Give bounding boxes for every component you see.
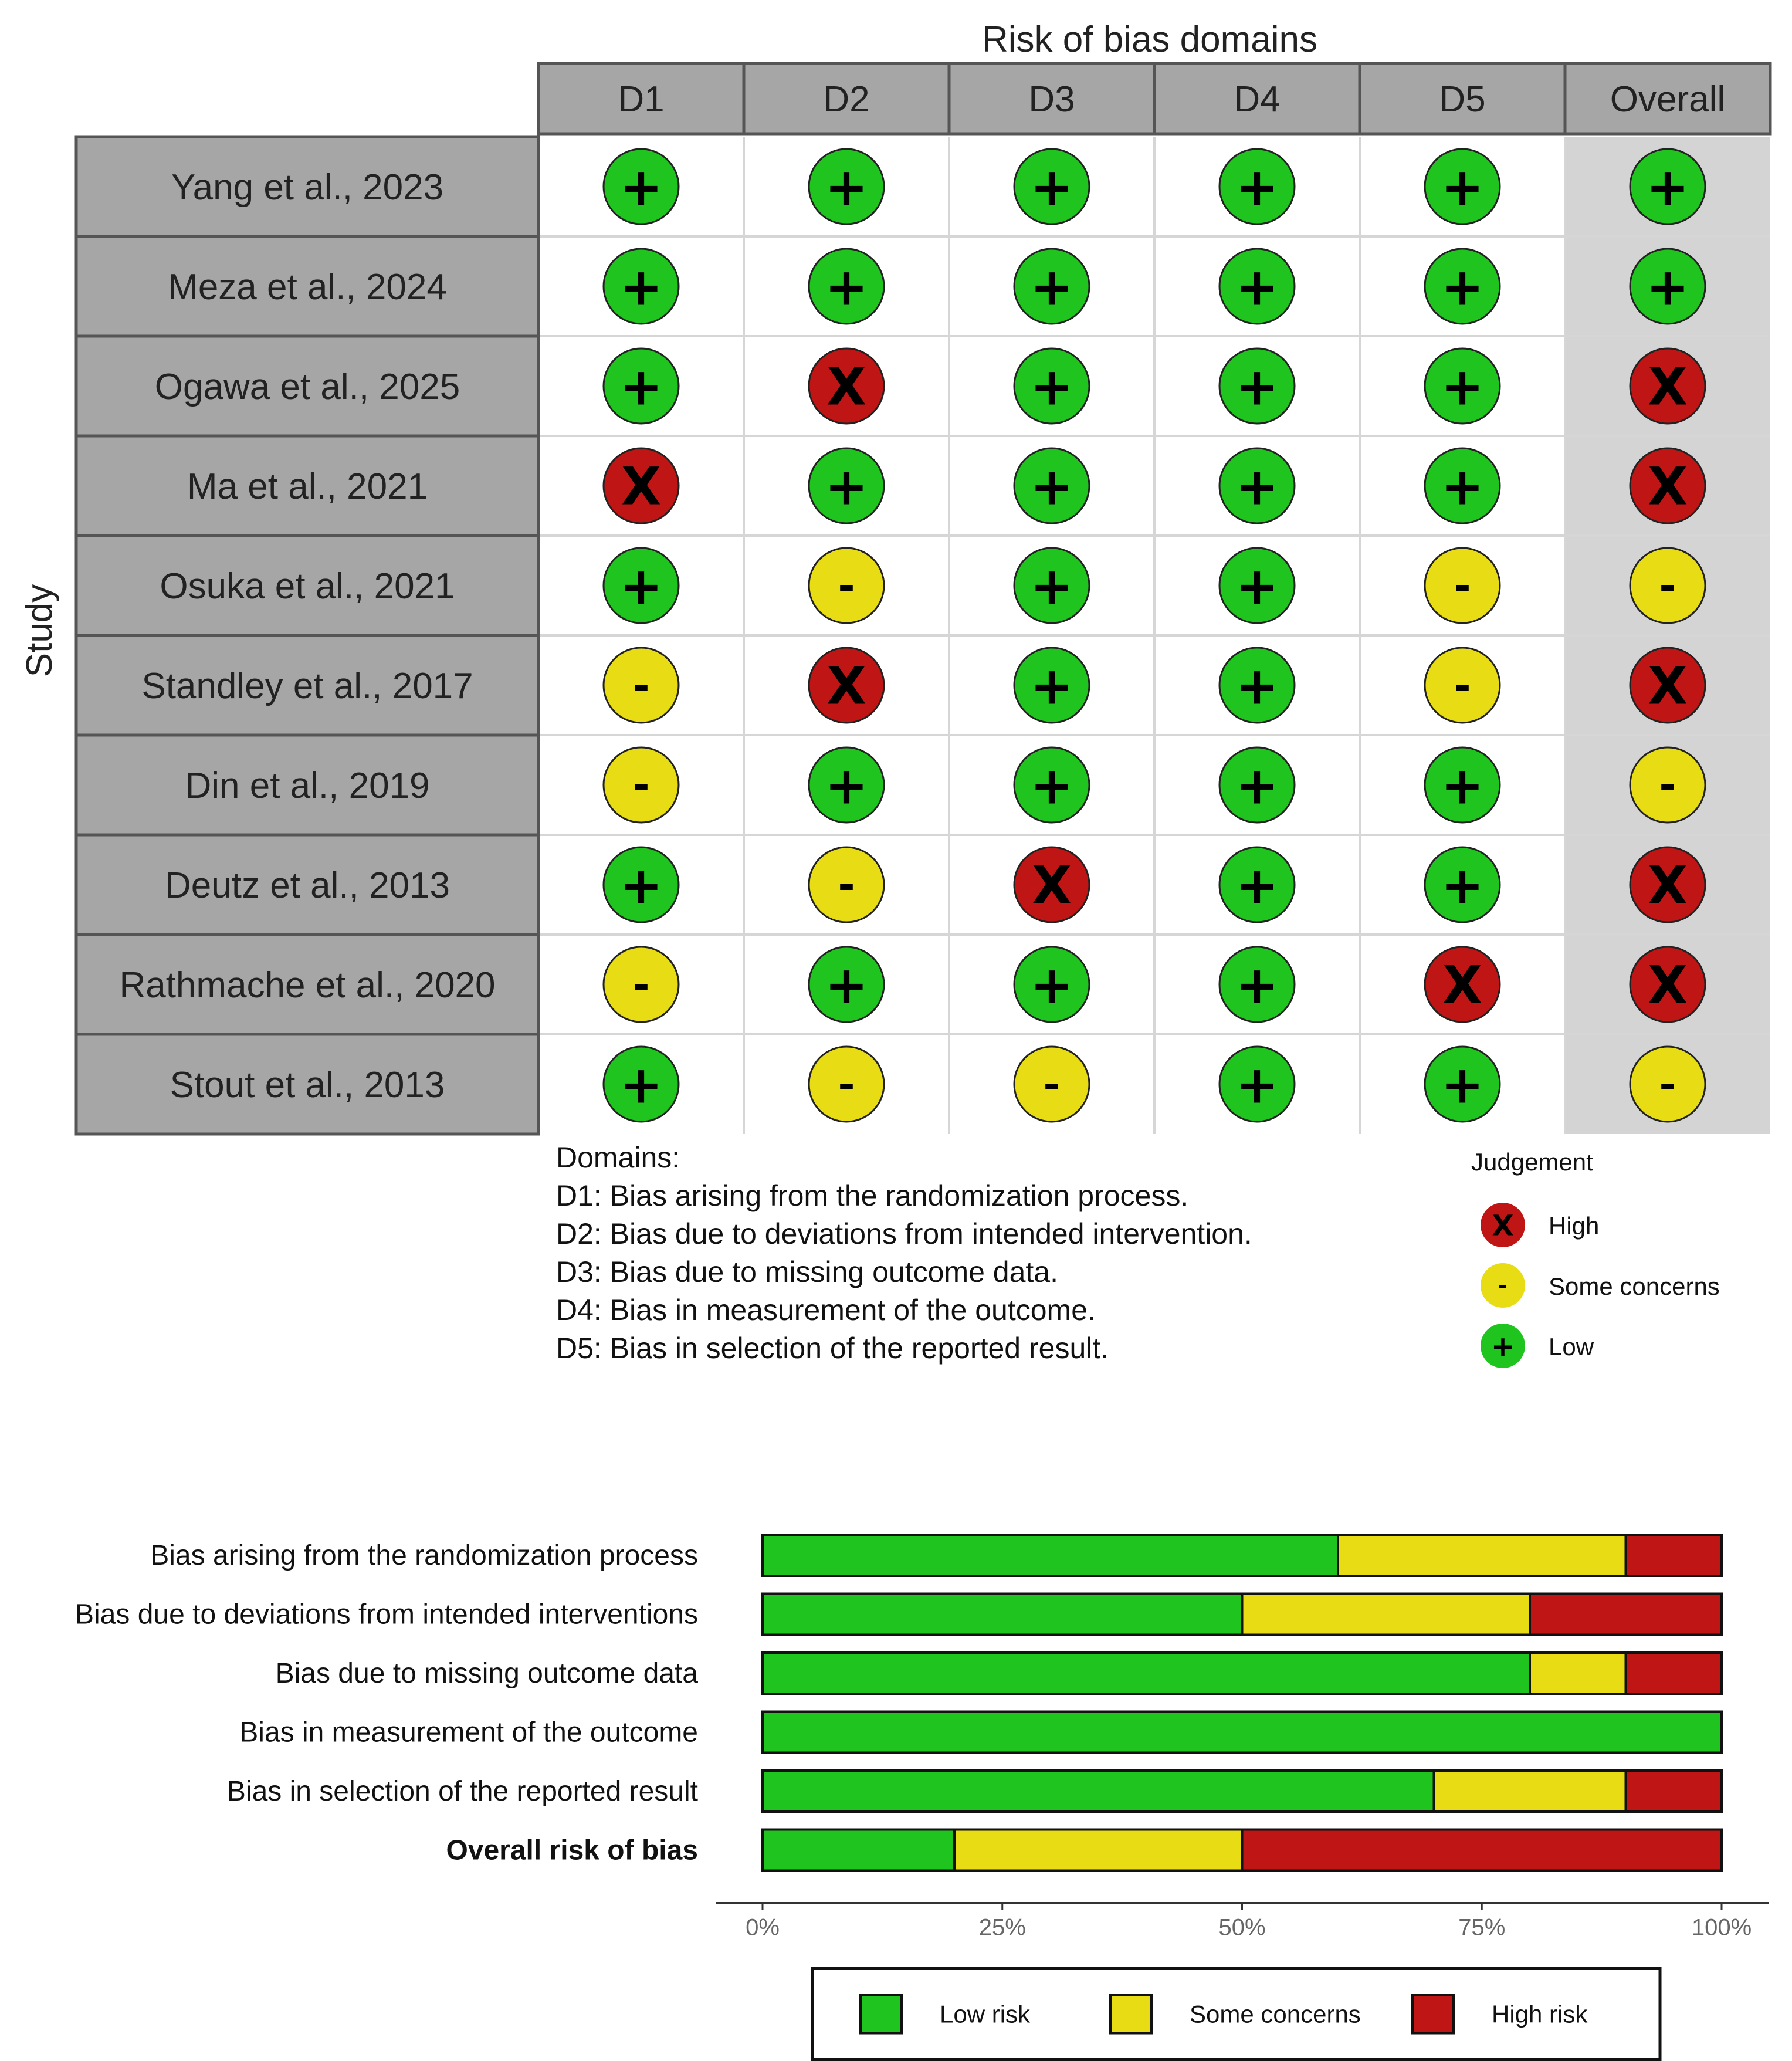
judgement-stout-et-al-2013-d1 (604, 1047, 679, 1122)
judgement-symbol-low: + (825, 755, 868, 816)
traffic-light-grid (538, 137, 1770, 1134)
judgement-yang-et-al-2023-overall (1630, 149, 1705, 224)
judgement-rathmache-et-al-2020-d1 (604, 947, 679, 1022)
x-tick-label-75: 75% (1458, 1914, 1506, 1941)
judgement-din-et-al-2019-d5 (1425, 747, 1500, 823)
judgement-symbol-low: + (1441, 256, 1484, 317)
study-axis-label: Study (19, 584, 60, 678)
judgement-symbol-low: + (619, 356, 663, 417)
judgement-rathmache-et-al-2020-d4 (1219, 947, 1295, 1022)
x-tick-label-50: 50% (1218, 1914, 1266, 1941)
judgement-din-et-al-2019-d2 (809, 747, 884, 823)
judgement-din-et-al-2019-d1 (604, 747, 679, 823)
header-label-d4: D4 (1234, 79, 1281, 120)
judgement-symbol-low: + (825, 157, 868, 218)
judgement-deutz-et-al-2013-overall (1630, 847, 1705, 922)
judgement-symbol-low: + (1030, 157, 1073, 218)
bar-legend-item-some (1110, 1995, 1361, 2033)
judgement-legend-label-low: Low (1549, 1333, 1594, 1361)
traffic-light-plot (19, 19, 1770, 1134)
judgement-din-et-al-2019-d4 (1219, 747, 1295, 823)
judgement-osuka-et-al-2021-d2 (809, 548, 884, 623)
study-labels (76, 137, 538, 1134)
judgement-stout-et-al-2013-d2 (809, 1047, 884, 1122)
judgement-symbol-low: + (1441, 755, 1484, 816)
summary-bar-chart (75, 1535, 1769, 2060)
judgement-symbol-low: + (1030, 256, 1073, 317)
judgement-symbol-some: - (1498, 1273, 1508, 1299)
study-label: Ogawa et al., 2025 (154, 367, 460, 407)
study-label: Meza et al., 2024 (168, 267, 447, 307)
judgement-yang-et-al-2023-d5 (1425, 149, 1500, 224)
judgement-deutz-et-al-2013-d3 (1014, 847, 1089, 922)
traffic-light-title: Risk of bias domains (981, 19, 1318, 60)
bar-category-label-overall-risk-of-bias: Overall risk of bias (446, 1835, 698, 1866)
bar-segment-bias-arising-from-the-randomization-process-low (763, 1535, 1338, 1576)
judgement-symbol-low: + (1235, 1054, 1279, 1115)
judgement-yang-et-al-2023-d3 (1014, 149, 1089, 224)
judgement-osuka-et-al-2021-d3 (1014, 548, 1089, 623)
judgement-symbol-low: + (619, 855, 663, 916)
study-label: Osuka et al., 2021 (160, 566, 455, 607)
judgement-symbol-low: + (825, 456, 868, 517)
judgement-symbol-some: - (1454, 661, 1471, 710)
judgement-deutz-et-al-2013-d4 (1219, 847, 1295, 922)
bar-category-label-bias-in-selection-of-the-reported-result: Bias in selection of the reported result (226, 1776, 698, 1807)
bar-category-labels (75, 1540, 698, 1866)
judgement-din-et-al-2019-d3 (1014, 747, 1089, 823)
judgement-symbol-low: + (1030, 755, 1073, 816)
judgement-ma-et-al-2021-overall (1630, 448, 1705, 523)
judgement-meza-et-al-2024-d5 (1425, 249, 1500, 324)
judgement-symbol-some: - (632, 960, 650, 1009)
judgement-meza-et-al-2024-d4 (1219, 249, 1295, 324)
judgement-deutz-et-al-2013-d2 (809, 847, 884, 922)
judgement-rathmache-et-al-2020-d3 (1014, 947, 1089, 1022)
judgement-symbol-some: - (1659, 1060, 1676, 1109)
judgement-symbol-high: X (1648, 356, 1688, 417)
judgement-rathmache-et-al-2020-d5 (1425, 947, 1500, 1022)
judgement-symbol-low: + (1646, 157, 1689, 218)
judgement-symbol-high: X (1648, 456, 1688, 517)
bar-segment-bias-due-to-missing-outcome-data-high (1626, 1653, 1722, 1694)
judgement-symbol-high: X (1648, 655, 1688, 716)
judgement-symbol-low: + (1441, 356, 1484, 417)
judgement-symbol-low: + (619, 256, 663, 317)
judgement-symbol-low: + (1030, 456, 1073, 517)
bar-segment-bias-arising-from-the-randomization-process-some (1338, 1535, 1626, 1576)
judgement-symbol-high: X (1032, 855, 1072, 916)
header-label-overall: Overall (1610, 79, 1726, 120)
judgement-rathmache-et-al-2020-d2 (809, 947, 884, 1022)
judgement-osuka-et-al-2021-overall (1630, 548, 1705, 623)
bar-category-label-bias-arising-from-the-randomization-process: Bias arising from the randomization process (150, 1540, 698, 1571)
judgement-symbol-some: - (632, 661, 650, 710)
judgement-meza-et-al-2024-d3 (1014, 249, 1089, 324)
judgement-ogawa-et-al-2025-d4 (1219, 348, 1295, 424)
bar-segment-bias-due-to-missing-outcome-data-low (763, 1653, 1530, 1694)
bar-legend-swatch-some (1110, 1995, 1151, 2033)
judgement-symbol-some: - (632, 761, 650, 810)
study-label: Rathmache et al., 2020 (119, 965, 496, 1006)
judgement-standley-et-al-2017-d3 (1014, 648, 1089, 723)
bar-legend-swatch-high (1412, 1995, 1454, 2033)
judgement-symbol-low: + (825, 256, 868, 317)
bar-legend-label-high: High risk (1492, 2000, 1588, 2028)
judgement-symbol-high: X (1492, 1209, 1514, 1243)
bar-legend (812, 1969, 1660, 2060)
judgement-symbol-low: + (1646, 256, 1689, 317)
bar-category-label-bias-in-measurement-of-the-outcome: Bias in measurement of the outcome (239, 1717, 698, 1748)
judgement-symbol-low: + (1030, 955, 1073, 1016)
header-label-d5: D5 (1439, 79, 1486, 120)
judgement-symbol-low: + (1441, 855, 1484, 916)
judgement-symbol-low: + (1235, 955, 1279, 1016)
judgement-ogawa-et-al-2025-overall (1630, 348, 1705, 424)
bar-category-label-bias-due-to-missing-outcome-data: Bias due to missing outcome data (275, 1658, 698, 1689)
study-label: Standley et al., 2017 (141, 666, 473, 706)
bar-segment-bias-in-selection-of-the-reported-result-low (763, 1771, 1434, 1812)
judgement-symbol-low: + (1030, 356, 1073, 417)
bar-segment-bias-in-measurement-of-the-outcome-low (763, 1712, 1722, 1753)
judgement-symbol-low: + (1441, 456, 1484, 517)
bar-segment-bias-due-to-deviations-from-intended-interventions-some (1242, 1594, 1530, 1635)
judgement-meza-et-al-2024-d1 (604, 249, 679, 324)
judgement-symbol-low: + (619, 1054, 663, 1115)
judgement-symbol-low: + (825, 955, 868, 1016)
judgement-din-et-al-2019-overall (1630, 747, 1705, 823)
judgement-symbol-some: - (1454, 561, 1471, 610)
bar-segment-bias-due-to-deviations-from-intended-interventions-high (1530, 1594, 1722, 1635)
judgement-standley-et-al-2017-overall (1630, 648, 1705, 723)
domain-headers (538, 63, 1770, 134)
judgement-symbol-some: - (838, 1060, 855, 1109)
judgement-legend-item-some (1481, 1263, 1720, 1308)
judgement-yang-et-al-2023-d2 (809, 149, 884, 224)
judgement-stout-et-al-2013-d4 (1219, 1047, 1295, 1122)
judgement-symbol-low: + (1235, 256, 1279, 317)
judgement-legend-item-high (1481, 1203, 1599, 1247)
judgement-meza-et-al-2024-overall (1630, 249, 1705, 324)
header-label-d2: D2 (823, 79, 870, 120)
judgement-symbol-low: + (1441, 157, 1484, 218)
judgement-ogawa-et-al-2025-d2 (809, 348, 884, 424)
judgement-ma-et-al-2021-d2 (809, 448, 884, 523)
judgement-legend-label-some: Some concerns (1549, 1273, 1720, 1300)
bar-segment-bias-due-to-missing-outcome-data-some (1530, 1653, 1626, 1694)
domain-caption-d1: D1: Bias arising from the randomization process. (556, 1179, 1189, 1212)
judgement-ma-et-al-2021-d1 (604, 448, 679, 523)
x-tick-label-0: 0% (746, 1914, 780, 1941)
judgement-symbol-low: + (1235, 556, 1279, 617)
judgement-symbol-low: + (619, 157, 663, 218)
header-label-d1: D1 (618, 79, 665, 120)
bar-segment-bias-in-selection-of-the-reported-result-high (1626, 1771, 1722, 1812)
judgement-symbol-low: + (1235, 157, 1279, 218)
judgement-rathmache-et-al-2020-overall (1630, 947, 1705, 1022)
bar-legend-swatch-low (861, 1995, 902, 2033)
judgement-symbol-some: - (1659, 761, 1676, 810)
judgement-ogawa-et-al-2025-d5 (1425, 348, 1500, 424)
judgement-symbol-low: + (1030, 556, 1073, 617)
judgement-ogawa-et-al-2025-d3 (1014, 348, 1089, 424)
judgement-symbol-high: X (1442, 955, 1482, 1016)
judgement-standley-et-al-2017-d5 (1425, 648, 1500, 723)
bar-segment-overall-risk-of-bias-high (1242, 1830, 1722, 1871)
x-tick-label-100: 100% (1691, 1914, 1752, 1941)
bar-segment-bias-due-to-deviations-from-intended-interventions-low (763, 1594, 1242, 1635)
judgement-symbol-low: + (1235, 356, 1279, 417)
judgement-symbol-some: - (1043, 1060, 1061, 1109)
bar-category-label-bias-due-to-deviations-from-intended-interventions: Bias due to deviations from intended interventions (75, 1599, 698, 1630)
judgement-legend (1471, 1148, 1720, 1368)
domain-caption-d4: D4: Bias in measurement of the outcome. (556, 1294, 1096, 1326)
domains-heading: Domains: (556, 1141, 680, 1174)
judgement-legend-label-high: High (1549, 1212, 1600, 1240)
bar-legend-label-low: Low risk (940, 2000, 1031, 2028)
judgement-ogawa-et-al-2025-d1 (604, 348, 679, 424)
judgement-symbol-low: + (1235, 755, 1279, 816)
domain-caption-d5: D5: Bias in selection of the reported result. (556, 1332, 1109, 1365)
judgement-yang-et-al-2023-d4 (1219, 149, 1295, 224)
judgement-legend-item-low (1481, 1324, 1594, 1368)
judgement-deutz-et-al-2013-d5 (1425, 847, 1500, 922)
judgement-ma-et-al-2021-d4 (1219, 448, 1295, 523)
study-label: Deutz et al., 2013 (165, 865, 450, 906)
judgement-osuka-et-al-2021-d5 (1425, 548, 1500, 623)
study-label: Din et al., 2019 (185, 766, 430, 806)
judgement-symbol-low: + (1030, 655, 1073, 716)
judgement-standley-et-al-2017-d1 (604, 648, 679, 723)
judgement-symbol-low: + (1441, 1054, 1484, 1115)
judgement-meza-et-al-2024-d2 (809, 249, 884, 324)
judgement-standley-et-al-2017-d4 (1219, 648, 1295, 723)
judgement-symbol-high: X (621, 456, 661, 517)
judgement-symbol-low: + (1235, 655, 1279, 716)
bar-legend-item-low (861, 1995, 1031, 2033)
judgement-stout-et-al-2013-d5 (1425, 1047, 1500, 1122)
judgement-ma-et-al-2021-d5 (1425, 448, 1500, 523)
judgement-stout-et-al-2013-d3 (1014, 1047, 1089, 1122)
bar-segment-bias-in-selection-of-the-reported-result-some (1434, 1771, 1626, 1812)
judgement-symbol-low: + (1235, 456, 1279, 517)
judgement-legend-title: Judgement (1471, 1148, 1593, 1176)
bar-legend-item-high (1412, 1995, 1588, 2033)
study-label: Yang et al., 2023 (171, 167, 444, 208)
bar-legend-label-some: Some concerns (1190, 2000, 1361, 2028)
study-label: Stout et al., 2013 (170, 1065, 445, 1105)
judgement-ma-et-al-2021-d3 (1014, 448, 1089, 523)
bar-segment-overall-risk-of-bias-low (763, 1830, 954, 1871)
x-tick-label-25: 25% (978, 1914, 1026, 1941)
judgement-symbol-low: + (1235, 855, 1279, 916)
domain-caption-d2: D2: Bias due to deviations from intended intervention. (556, 1217, 1252, 1250)
judgement-deutz-et-al-2013-d1 (604, 847, 679, 922)
header-label-d3: D3 (1028, 79, 1075, 120)
judgement-symbol-some: - (838, 861, 855, 909)
judgement-symbol-some: - (1659, 561, 1676, 610)
judgement-symbol-low: + (1490, 1330, 1515, 1363)
bar-segment-bias-arising-from-the-randomization-process-high (1626, 1535, 1722, 1576)
judgement-yang-et-al-2023-d1 (604, 149, 679, 224)
domains-caption (556, 1141, 1252, 1365)
judgement-standley-et-al-2017-d2 (809, 648, 884, 723)
judgement-symbol-some: - (838, 561, 855, 610)
judgement-symbol-high: X (826, 356, 866, 417)
judgement-symbol-high: X (1648, 855, 1688, 916)
judgement-symbol-high: X (826, 655, 866, 716)
judgement-symbol-high: X (1648, 955, 1688, 1016)
bar-segment-overall-risk-of-bias-some (954, 1830, 1242, 1871)
judgement-osuka-et-al-2021-d4 (1219, 548, 1295, 623)
bar-segments (763, 1535, 1722, 1871)
domain-caption-d3: D3: Bias due to missing outcome data. (556, 1255, 1059, 1288)
judgement-symbol-low: + (619, 556, 663, 617)
bar-x-axis (716, 1903, 1769, 1941)
judgement-osuka-et-al-2021-d1 (604, 548, 679, 623)
judgement-stout-et-al-2013-overall (1630, 1047, 1705, 1122)
study-label: Ma et al., 2021 (187, 466, 428, 507)
